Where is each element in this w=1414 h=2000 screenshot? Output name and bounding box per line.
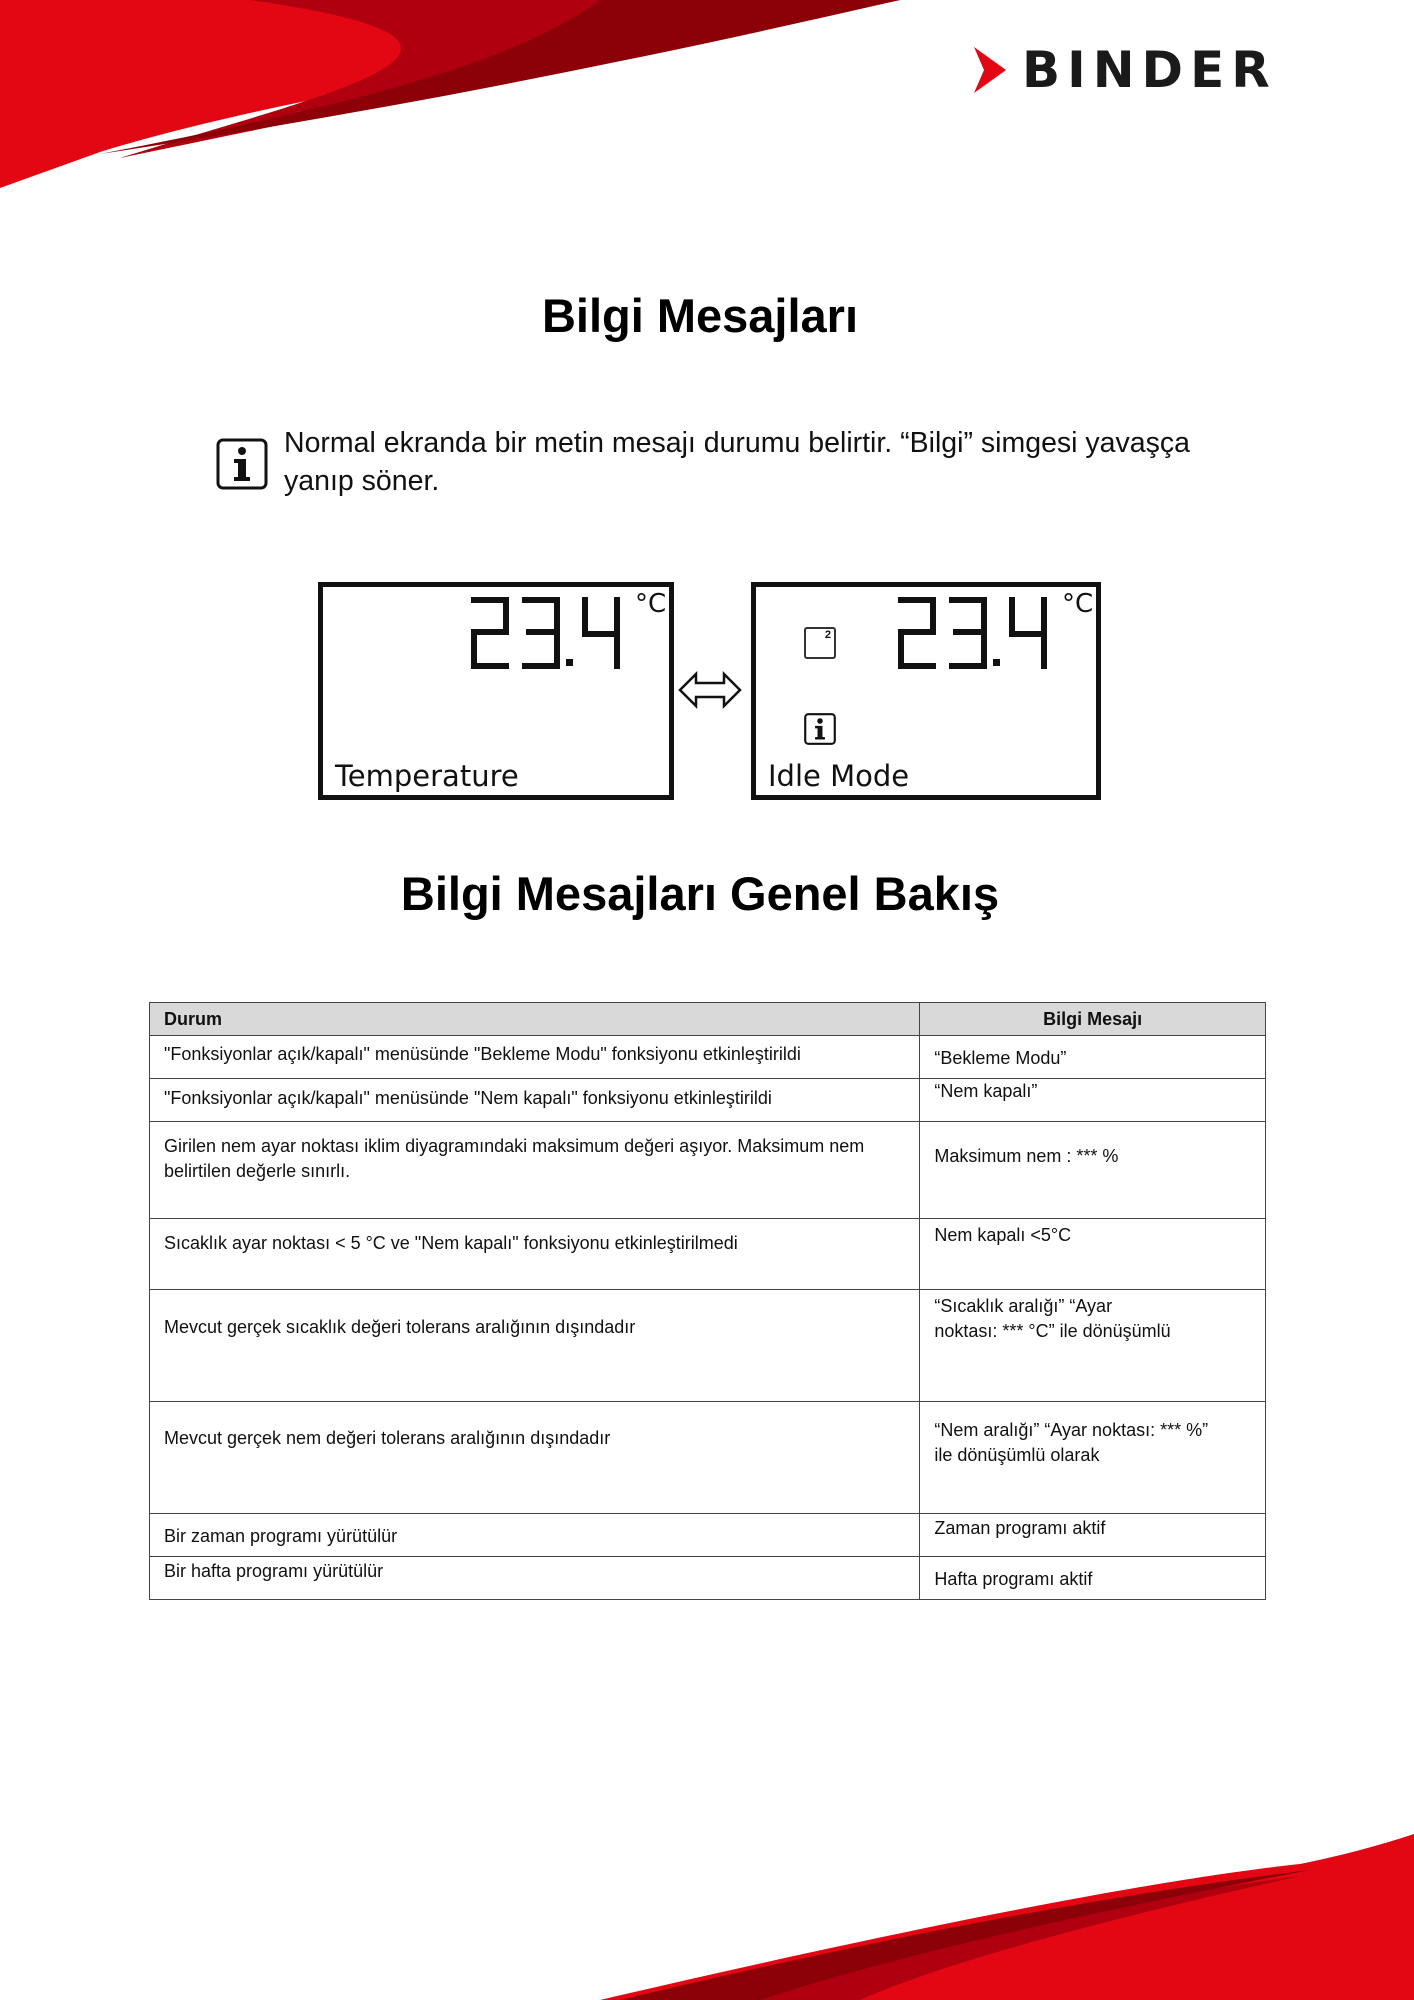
display-value-digits [471,597,621,669]
row-condition: Bir zaman programı yürütülür [150,1514,920,1557]
info-messages-table [149,1002,1266,1600]
table-header-row [150,1003,1266,1036]
display-label: Idle Mode [768,759,910,793]
row-condition: "Fonksiyonlar açık/kapalı" menüsünde "Nem kapalı" fonksiyonu etkinleştirildi [150,1079,920,1122]
row-message: “Sıcaklık aralığı” “Ayar noktası: *** °C” ile dönüşümlü [920,1290,1266,1402]
row-condition: Sıcaklık ayar noktası < 5 °C ve "Nem kapalı" fonksiyonu etkinleştirilmedi [150,1219,920,1290]
binder-logo [972,41,1318,99]
row-condition: Mevcut gerçek sıcaklık değeri tolerans aralığının dışındadır [150,1290,920,1402]
table-row [150,1219,1266,1290]
row-message: “Nem aralığı” “Ayar noktası: *** %” ile dönüşümlü olarak [920,1402,1266,1514]
unit-label: °C [635,589,667,619]
table-row [150,1079,1266,1122]
row-condition: Girilen nem ayar noktası iklim diyagramındaki maksimum değeri aşıyor. Maksimum nem belirtilen değerle sınırlı. [150,1122,920,1219]
table-row [150,1036,1266,1079]
double-arrow-icon [678,670,742,710]
row-message: Maksimum nem : *** % [920,1122,1266,1219]
table-row [150,1402,1266,1514]
unit-label: °C [1062,589,1094,619]
logo-text: BINDER [1022,41,1277,99]
row-condition: Bir hafta programı yürütülür [150,1557,920,1600]
status-box-number: 2 [824,629,831,641]
row-condition: "Fonksiyonlar açık/kapalı" menüsünde "Bekleme Modu" fonksiyonu etkinleştirildi [150,1036,920,1079]
table-row [150,1122,1266,1219]
table-row [150,1557,1266,1600]
table-row [150,1290,1266,1402]
display-idle-mode [751,582,1101,800]
status-box-icon [804,627,836,659]
display-value-digits [898,597,1048,669]
header-bilgi-mesaji: Bilgi Mesajı [920,1003,1266,1036]
info-icon [804,713,836,745]
footer-decoration [0,1820,1414,2000]
logo-arrow-icon [972,45,1008,95]
page-title: Bilgi Mesajları [541,289,859,342]
row-message: Nem kapalı <5°C [920,1219,1266,1290]
row-message: Hafta programı aktif [920,1557,1266,1600]
overview-title: Bilgi Mesajları Genel Bakış [400,867,1000,920]
row-message: Zaman programı aktif [920,1514,1266,1557]
row-condition: Mevcut gerçek nem değeri tolerans aralığının dışındadır [150,1402,920,1514]
display-label: Temperature [335,759,519,793]
header-durum: Durum [150,1003,920,1036]
row-message: “Nem kapalı” [920,1079,1266,1122]
table-row [150,1514,1266,1557]
header-decoration [0,0,1414,200]
row-message: “Bekleme Modu” [920,1036,1266,1079]
info-icon [216,438,268,490]
info-text: Normal ekranda bir metin mesajı durumu belirtir. “Bilgi” simgesi yavaşça yanıp söner. [284,427,1190,497]
display-temperature [318,582,674,800]
